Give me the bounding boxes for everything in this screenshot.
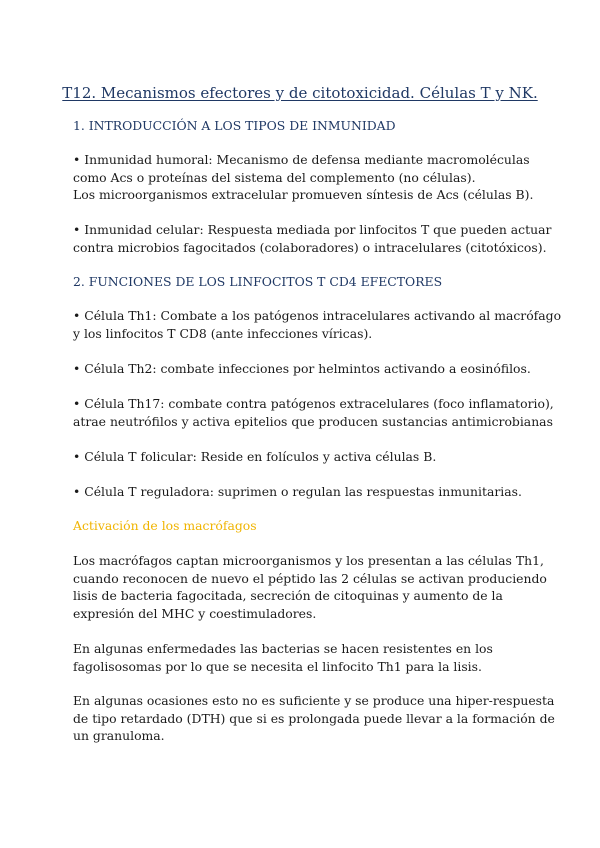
paragraph-celula-th2 [73,360,543,378]
text-line: atrae neutrófilos y activa epitelios que producen sustancias antimicrobianas [73,413,553,429]
paragraph-celula-th17 [73,395,554,430]
section-heading-funciones: 2. FUNCIONES DE LOS LINFOCITOS T CD4 EFECTORES [73,274,443,289]
text-line: • Inmunidad humoral: Mecanismo de defensa mediante macromoléculas [73,152,530,167]
text-line: como Acs o proteínas del sistema del complemento (no células). [73,169,476,185]
section-heading-introduccion: 1. INTRODUCCIÓN A LOS TIPOS DE INMUNIDAD [73,118,396,133]
text-line: fagolisosomas por lo que se necesita el linfocito Th1 para la lisis. [73,658,482,674]
paragraph-macrofagos-3 [73,692,555,745]
paragraph-macrofagos-1 [73,552,547,622]
paragraph-inmunidad-celular [73,221,552,256]
text-line: En algunas ocasiones esto no es suficiente y se produce una hiper-respuesta [73,693,555,708]
text-line: Los macrófagos captan microorganismos y los presentan a las células Th1, [73,553,544,568]
text-line: de tipo retardado (DTH) que si es prolongada puede llevar a la formación de [73,710,555,726]
subheading-activacion-macrofagos: Activación de los macrófagos [73,518,257,533]
text-line: Los microorganismos extracelular promueven síntesis de Acs (células B). [73,187,534,202]
text-line: • Célula Th17: combate contra patógenos extracelulares (foco inflamatorio), [73,396,554,411]
text-line: • Célula T folicular: Reside en folículos y activa células B. [73,449,437,464]
text-line: un granuloma. [73,728,165,743]
text-line: cuando reconocen de nuevo el péptido las 2 células se activan produciendo [73,570,547,586]
text-line: y los linfocitos T CD8 (ante infecciones víricas). [73,325,373,341]
paragraph-celula-th1 [73,307,562,342]
document-title: T12. Mecanismos efectores y de citotoxicidad. Células T y NK. [62,84,538,102]
paragraph-inmunidad-humoral [73,151,543,204]
text-line: lisis de bacteria fagocitada, secreción de citoquinas y aumento de la [73,588,503,603]
text-line: expresión del MHC y coestimuladores. [73,605,317,621]
text-line: • Inmunidad celular: Respuesta mediada por linfocitos T que pueden actuar [73,222,552,237]
text-line: En algunas enfermedades las bacterias se hacen resistentes en los [73,641,493,656]
text-line: contra microbios fagocitados (colaboradores) o intracelulares (citotóxicos). [73,239,547,255]
paragraph-celula-t-reguladora [73,483,543,501]
paragraph-celula-t-folicular [73,448,543,466]
paragraph-macrofagos-2 [73,640,543,675]
text-line: • Célula Th1: Combate a los patógenos intracelulares activando al macrófago [73,308,562,323]
text-line: • Célula Th2: combate infecciones por helmintos activando a eosinófilos. [73,361,531,376]
text-line: • Célula T reguladora: suprimen o regulan las respuestas inmunitarias. [73,484,522,499]
